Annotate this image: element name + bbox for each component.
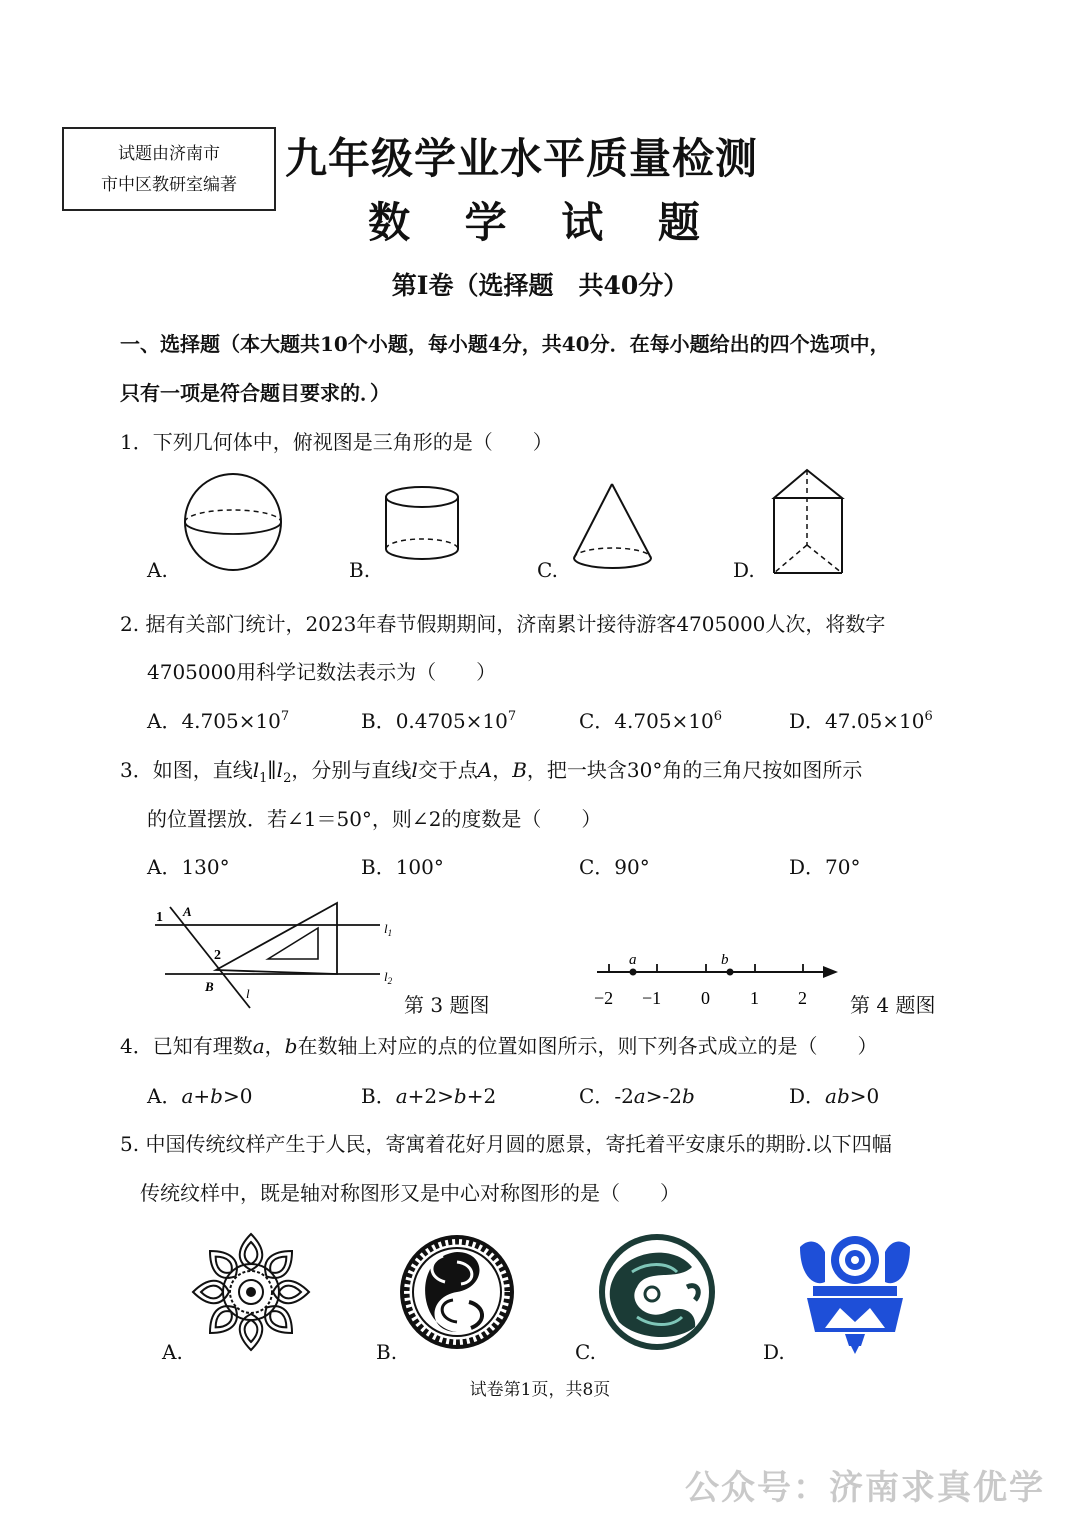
question-1-stem: 1．下列几何体中，俯视图是三角形的是（ ） bbox=[120, 430, 553, 454]
q4-tick-neg2: −2 bbox=[594, 988, 614, 1008]
q3-option-a: A．130° bbox=[147, 855, 230, 879]
q4-tick-neg1: −1 bbox=[642, 988, 662, 1008]
q3-label-A: A bbox=[183, 904, 192, 919]
q4-tick-1: 1 bbox=[750, 988, 759, 1008]
exam-subject-title: 数 学 试 题 bbox=[368, 198, 720, 247]
cylinder-figure bbox=[386, 487, 458, 559]
q5-option-a: A. bbox=[162, 1340, 183, 1364]
editor-note-line1: 试题由济南市 bbox=[118, 144, 220, 164]
q3-label-l1: $l_1$ bbox=[384, 921, 393, 938]
q3-label-2: 2 bbox=[214, 948, 221, 963]
q4-point-a-label: a bbox=[629, 952, 637, 968]
q4-figure-caption: 第 4 题图 bbox=[850, 993, 936, 1017]
q1-option-d: D. bbox=[733, 558, 755, 582]
part-heading: 第I卷（选择题 共40分） bbox=[391, 271, 689, 300]
exam-title: 九年级学业水平质量检测 bbox=[285, 134, 759, 183]
section-instructions-line2: 只有一项是符合题目要求的．） bbox=[120, 381, 390, 405]
sphere-figure bbox=[185, 474, 281, 570]
q2-option-a: A．$4.705\times 10^7$ bbox=[147, 709, 290, 733]
q4-point-b-label: b bbox=[721, 952, 729, 968]
q3-label-B: B bbox=[205, 979, 214, 994]
section-instructions-line1: 一、选择题（本大题共10个小题，每小题4分，共40分．在每小题给出的四个选项中， bbox=[120, 332, 890, 356]
q2-option-b: B．$0.4705\times 10^7$ bbox=[361, 709, 517, 733]
question-2-line2: 4705000用科学记数法表示为（ ） bbox=[147, 660, 497, 684]
q3-option-c: C．90° bbox=[579, 855, 650, 879]
wechat-watermark: 公众号：济南求真优学 bbox=[685, 1468, 1045, 1508]
question-5-line1: 5. 中国传统纹样产生于人民，寄寓着花好月圆的愿景，寄托着平安康乐的期盼.以下四幅 bbox=[120, 1132, 892, 1156]
cone-figure bbox=[574, 484, 651, 568]
editor-note-line2: 市中区教研室编著 bbox=[101, 175, 237, 195]
pattern-d-blue-motif bbox=[800, 1236, 910, 1354]
q4-option-b: B．a+2>b+2 bbox=[361, 1084, 497, 1108]
q3-label-l2: $l_2$ bbox=[384, 969, 393, 986]
q3-label-1: 1 bbox=[156, 910, 163, 925]
q3-label-l: l bbox=[246, 986, 250, 1001]
pattern-a-lotus bbox=[193, 1234, 309, 1350]
q5-option-c: C. bbox=[575, 1340, 596, 1364]
q2-option-c: C．$4.705\times 10^6$ bbox=[579, 709, 723, 733]
question-3-line2: 的位置摆放．若∠1＝50°，则∠2的度数是（ ） bbox=[147, 807, 602, 831]
pattern-c-dragons bbox=[599, 1234, 715, 1350]
question-5-line2: 传统纹样中，既是轴对称图形又是中心对称图形的是（ ） bbox=[140, 1181, 680, 1205]
question-3-line1: 3．如图，直线$l_1\parallel l_2$，分别与直线l交于点A，B，把一块含30°角的三角尺按如图所示 bbox=[120, 758, 863, 786]
q5-option-b: B. bbox=[376, 1340, 398, 1364]
q3-option-b: B．100° bbox=[361, 855, 444, 879]
question-4-stem: 4．已知有理数a，b在数轴上对应的点的位置如图所示，则下列各式成立的是（ ） bbox=[120, 1034, 878, 1058]
pattern-b-swirl bbox=[400, 1235, 514, 1349]
q4-option-d: D．ab>0 bbox=[789, 1084, 880, 1108]
page-number-footer: 试卷第1页，共8页 bbox=[469, 1380, 611, 1400]
q1-option-a: A. bbox=[147, 558, 168, 582]
q1-option-b: B. bbox=[349, 558, 371, 582]
q4-tick-0: 0 bbox=[701, 988, 710, 1008]
prism-figure bbox=[774, 470, 842, 573]
q1-option-c: C. bbox=[537, 558, 558, 582]
q5-option-d: D. bbox=[763, 1340, 785, 1364]
q4-option-a: A．a+b>0 bbox=[147, 1084, 253, 1108]
question-2-line1: 2. 据有关部门统计，2023年春节假期期间，济南累计接待游客4705000人次，将数字 bbox=[120, 612, 886, 636]
q4-option-c: C．-2a>-2b bbox=[579, 1084, 695, 1108]
q2-option-d: D．$47.05\times 10^6$ bbox=[789, 709, 933, 733]
q3-figure-caption: 第 3 题图 bbox=[404, 993, 490, 1017]
q4-tick-2: 2 bbox=[798, 988, 807, 1008]
q3-option-d: D．70° bbox=[789, 855, 861, 879]
